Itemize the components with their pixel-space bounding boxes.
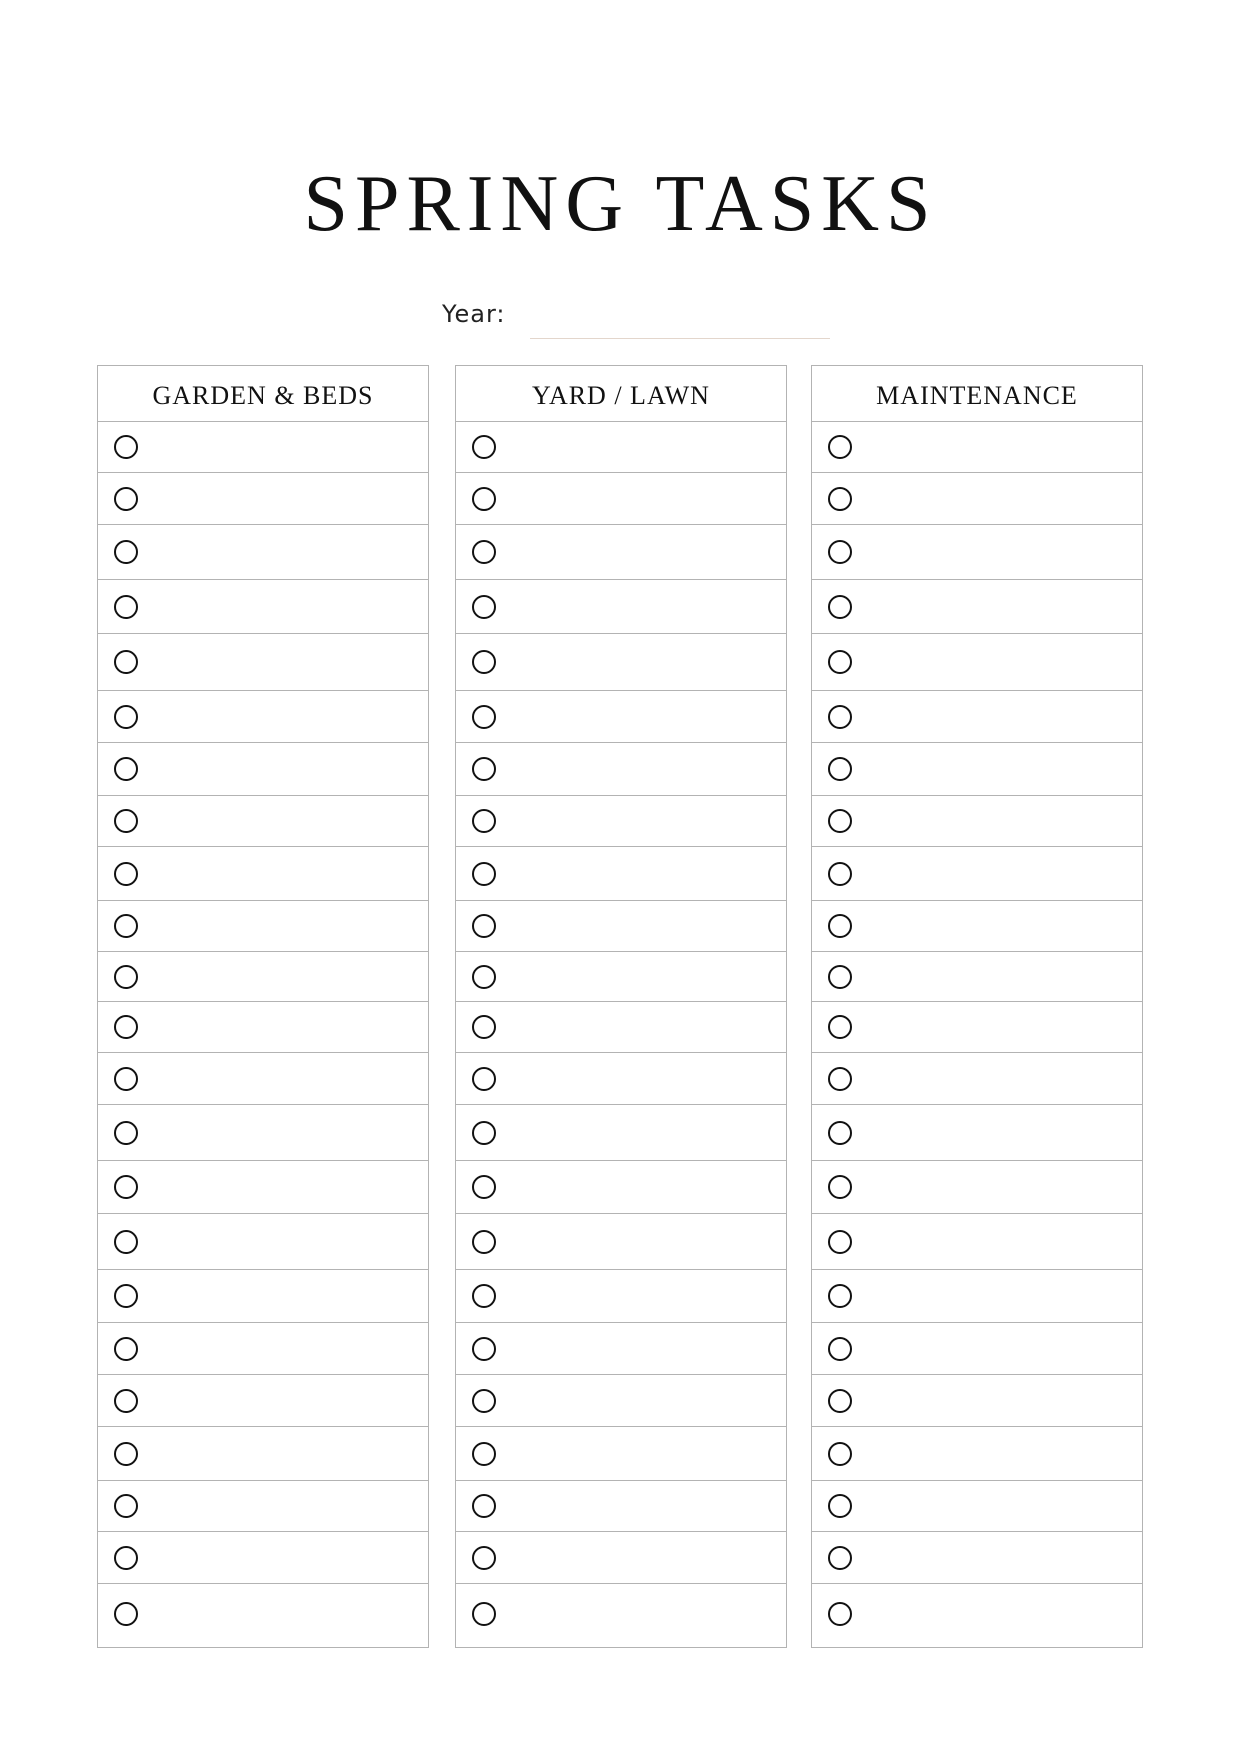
- task-text-field[interactable]: [148, 1379, 418, 1422]
- circle-outline-icon[interactable]: [472, 705, 496, 729]
- circle-outline-icon[interactable]: [114, 487, 138, 511]
- task-text-field[interactable]: [862, 1379, 1132, 1422]
- circle-outline-icon[interactable]: [828, 1175, 852, 1199]
- task-row: [812, 1584, 1142, 1644]
- task-text-field[interactable]: [862, 1057, 1132, 1100]
- task-row: [812, 1375, 1142, 1427]
- task-text-field[interactable]: [148, 851, 418, 896]
- task-text-field[interactable]: [506, 638, 776, 686]
- task-text-field[interactable]: [148, 1327, 418, 1370]
- circle-outline-icon[interactable]: [114, 595, 138, 619]
- task-text-field[interactable]: [506, 1109, 776, 1156]
- task-text-field[interactable]: [506, 1431, 776, 1476]
- task-text-field[interactable]: [506, 1485, 776, 1527]
- task-row: [98, 952, 428, 1002]
- task-text-field[interactable]: [506, 1165, 776, 1209]
- circle-outline-icon[interactable]: [472, 757, 496, 781]
- circle-outline-icon[interactable]: [472, 1284, 496, 1308]
- task-text-field[interactable]: [506, 1536, 776, 1579]
- circle-outline-icon[interactable]: [114, 540, 138, 564]
- task-text-field[interactable]: [862, 477, 1132, 520]
- circle-outline-icon[interactable]: [114, 705, 138, 729]
- task-text-field[interactable]: [148, 695, 418, 738]
- task-row: [456, 1584, 786, 1644]
- task-text-field[interactable]: [148, 800, 418, 842]
- task-text-field[interactable]: [862, 1485, 1132, 1527]
- circle-outline-icon[interactable]: [472, 809, 496, 833]
- task-row: [456, 1105, 786, 1161]
- circle-outline-icon[interactable]: [472, 1175, 496, 1199]
- task-row: [98, 1053, 428, 1105]
- task-text-field[interactable]: [862, 584, 1132, 629]
- task-row: [812, 1481, 1142, 1532]
- task-row: [456, 1375, 786, 1427]
- task-row: [812, 901, 1142, 952]
- task-text-field[interactable]: [862, 426, 1132, 468]
- task-row: [98, 580, 428, 634]
- task-row: [812, 952, 1142, 1002]
- task-text-field[interactable]: [506, 426, 776, 468]
- circle-outline-icon[interactable]: [828, 1121, 852, 1145]
- task-row: [812, 580, 1142, 634]
- circle-outline-icon[interactable]: [828, 1442, 852, 1466]
- task-row: [456, 1270, 786, 1323]
- circle-outline-icon[interactable]: [114, 1389, 138, 1413]
- task-text-field[interactable]: [862, 1588, 1132, 1640]
- task-row: [98, 1323, 428, 1375]
- circle-outline-icon[interactable]: [828, 862, 852, 886]
- circle-outline-icon[interactable]: [472, 1442, 496, 1466]
- circle-outline-icon[interactable]: [114, 809, 138, 833]
- task-text-field[interactable]: [148, 1536, 418, 1579]
- circle-outline-icon[interactable]: [114, 1546, 138, 1570]
- task-row: [812, 1427, 1142, 1481]
- circle-outline-icon[interactable]: [114, 1284, 138, 1308]
- task-row: [456, 1532, 786, 1584]
- circle-outline-icon[interactable]: [828, 1015, 852, 1039]
- task-row: [98, 1481, 428, 1532]
- task-text-field[interactable]: [506, 851, 776, 896]
- year-field[interactable]: [530, 338, 830, 339]
- task-row: [456, 422, 786, 473]
- task-row: [456, 796, 786, 847]
- task-text-field[interactable]: [862, 1165, 1132, 1209]
- task-text-field[interactable]: [862, 905, 1132, 947]
- column-yard-lawn: [455, 365, 787, 1648]
- task-row: [456, 1427, 786, 1481]
- year-label: Year:: [442, 300, 506, 328]
- task-text-field[interactable]: [148, 1485, 418, 1527]
- circle-outline-icon[interactable]: [114, 1067, 138, 1091]
- task-row: [456, 1053, 786, 1105]
- task-row: [98, 691, 428, 743]
- task-text-field[interactable]: [506, 1218, 776, 1265]
- task-text-field[interactable]: [862, 747, 1132, 791]
- task-row: [456, 1323, 786, 1375]
- task-row: [812, 473, 1142, 525]
- circle-outline-icon[interactable]: [114, 1442, 138, 1466]
- circle-outline-icon[interactable]: [472, 650, 496, 674]
- task-row: [812, 1105, 1142, 1161]
- task-text-field[interactable]: [862, 1109, 1132, 1156]
- circle-outline-icon[interactable]: [114, 965, 138, 989]
- task-text-field[interactable]: [148, 1431, 418, 1476]
- page-title: SPRING TASKS: [303, 159, 938, 248]
- task-text-field[interactable]: [148, 1165, 418, 1209]
- circle-outline-icon[interactable]: [472, 1337, 496, 1361]
- task-row: [98, 847, 428, 901]
- column-header-yard-lawn: YARD / LAWN: [456, 366, 786, 422]
- task-row: [456, 743, 786, 796]
- task-text-field[interactable]: [862, 956, 1132, 997]
- task-text-field[interactable]: [506, 529, 776, 575]
- circle-outline-icon[interactable]: [828, 435, 852, 459]
- circle-outline-icon[interactable]: [114, 862, 138, 886]
- task-text-field[interactable]: [506, 1588, 776, 1640]
- column-garden-beds: [97, 365, 429, 1648]
- circle-outline-icon[interactable]: [472, 540, 496, 564]
- circle-outline-icon[interactable]: [828, 595, 852, 619]
- task-row: [456, 525, 786, 580]
- task-row: [456, 580, 786, 634]
- circle-outline-icon[interactable]: [472, 914, 496, 938]
- circle-outline-icon[interactable]: [472, 1389, 496, 1413]
- task-row: [98, 1161, 428, 1214]
- circle-outline-icon[interactable]: [472, 1015, 496, 1039]
- task-text-field[interactable]: [506, 747, 776, 791]
- task-row: [812, 743, 1142, 796]
- circle-outline-icon[interactable]: [114, 435, 138, 459]
- task-text-field[interactable]: [148, 529, 418, 575]
- circle-outline-icon[interactable]: [828, 965, 852, 989]
- task-row: [98, 1584, 428, 1644]
- task-row: [812, 634, 1142, 691]
- task-text-field[interactable]: [506, 1057, 776, 1100]
- circle-outline-icon[interactable]: [472, 595, 496, 619]
- circle-outline-icon[interactable]: [114, 1015, 138, 1039]
- task-row: [98, 901, 428, 952]
- task-row: [812, 847, 1142, 901]
- task-text-field[interactable]: [506, 695, 776, 738]
- task-row: [456, 847, 786, 901]
- circle-outline-icon[interactable]: [472, 1546, 496, 1570]
- column-header-garden-beds: GARDEN & BEDS: [98, 366, 428, 422]
- circle-outline-icon[interactable]: [472, 965, 496, 989]
- task-row: [812, 422, 1142, 473]
- circle-outline-icon[interactable]: [828, 914, 852, 938]
- circle-outline-icon[interactable]: [472, 1121, 496, 1145]
- task-row: [456, 1481, 786, 1532]
- task-text-field[interactable]: [506, 1379, 776, 1422]
- task-text-field[interactable]: [148, 584, 418, 629]
- task-text-field[interactable]: [506, 956, 776, 997]
- task-text-field[interactable]: [506, 800, 776, 842]
- task-text-field[interactable]: [148, 477, 418, 520]
- circle-outline-icon[interactable]: [828, 1389, 852, 1413]
- task-text-field[interactable]: [148, 1109, 418, 1156]
- circle-outline-icon[interactable]: [114, 650, 138, 674]
- circle-outline-icon[interactable]: [828, 1337, 852, 1361]
- task-row: [812, 1323, 1142, 1375]
- task-row: [98, 743, 428, 796]
- task-row: [98, 634, 428, 691]
- task-text-field[interactable]: [862, 800, 1132, 842]
- circle-outline-icon[interactable]: [828, 1602, 852, 1626]
- column-maintenance: [811, 365, 1143, 1648]
- circle-outline-icon[interactable]: [472, 435, 496, 459]
- task-row: [812, 796, 1142, 847]
- circle-outline-icon[interactable]: [114, 757, 138, 781]
- task-row: [456, 691, 786, 743]
- task-row: [98, 796, 428, 847]
- task-text-field[interactable]: [148, 426, 418, 468]
- circle-outline-icon[interactable]: [828, 540, 852, 564]
- task-row: [456, 901, 786, 952]
- task-text-field[interactable]: [506, 477, 776, 520]
- task-row: [812, 525, 1142, 580]
- task-row: [456, 1161, 786, 1214]
- circle-outline-icon[interactable]: [114, 914, 138, 938]
- task-text-field[interactable]: [862, 1431, 1132, 1476]
- task-text-field[interactable]: [148, 747, 418, 791]
- task-list-yard-lawn: [456, 422, 786, 1644]
- task-row: [812, 1161, 1142, 1214]
- task-text-field[interactable]: [862, 529, 1132, 575]
- task-row: [812, 1053, 1142, 1105]
- circle-outline-icon[interactable]: [472, 862, 496, 886]
- task-list-garden-beds: [98, 422, 428, 1644]
- task-row: [98, 1270, 428, 1323]
- column-header-maintenance: MAINTENANCE: [812, 366, 1142, 422]
- circle-outline-icon[interactable]: [114, 1175, 138, 1199]
- task-text-field[interactable]: [862, 1006, 1132, 1048]
- task-text-field[interactable]: [862, 1536, 1132, 1579]
- task-row: [98, 1427, 428, 1481]
- circle-outline-icon[interactable]: [828, 1067, 852, 1091]
- circle-outline-icon[interactable]: [828, 705, 852, 729]
- circle-outline-icon[interactable]: [828, 809, 852, 833]
- task-row: [98, 525, 428, 580]
- task-row: [812, 1214, 1142, 1270]
- circle-outline-icon[interactable]: [114, 1337, 138, 1361]
- task-text-field[interactable]: [148, 1218, 418, 1265]
- task-row: [98, 1532, 428, 1584]
- task-row: [98, 1105, 428, 1161]
- task-text-field[interactable]: [148, 905, 418, 947]
- task-row: [98, 422, 428, 473]
- circle-outline-icon[interactable]: [828, 650, 852, 674]
- task-text-field[interactable]: [862, 1274, 1132, 1318]
- task-text-field[interactable]: [148, 1274, 418, 1318]
- task-row: [98, 473, 428, 525]
- circle-outline-icon[interactable]: [114, 1121, 138, 1145]
- task-row: [812, 1270, 1142, 1323]
- circle-outline-icon[interactable]: [828, 1546, 852, 1570]
- task-row: [98, 1002, 428, 1053]
- task-text-field[interactable]: [148, 1588, 418, 1640]
- task-text-field[interactable]: [506, 1006, 776, 1048]
- circle-outline-icon[interactable]: [472, 1067, 496, 1091]
- task-list-maintenance: [812, 422, 1142, 1644]
- circle-outline-icon[interactable]: [114, 1230, 138, 1254]
- task-text-field[interactable]: [148, 1057, 418, 1100]
- circle-outline-icon[interactable]: [472, 1602, 496, 1626]
- circle-outline-icon[interactable]: [828, 487, 852, 511]
- circle-outline-icon[interactable]: [472, 1494, 496, 1518]
- task-text-field[interactable]: [506, 1274, 776, 1318]
- circle-outline-icon[interactable]: [828, 1284, 852, 1308]
- circle-outline-icon[interactable]: [828, 1494, 852, 1518]
- task-row: [812, 1002, 1142, 1053]
- circle-outline-icon[interactable]: [828, 1230, 852, 1254]
- task-text-field[interactable]: [506, 584, 776, 629]
- task-text-field[interactable]: [862, 1327, 1132, 1370]
- circle-outline-icon[interactable]: [472, 1230, 496, 1254]
- task-row: [456, 952, 786, 1002]
- circle-outline-icon[interactable]: [114, 1494, 138, 1518]
- task-row: [812, 1532, 1142, 1584]
- circle-outline-icon[interactable]: [828, 757, 852, 781]
- task-text-field[interactable]: [862, 638, 1132, 686]
- task-text-field[interactable]: [862, 851, 1132, 896]
- task-text-field[interactable]: [148, 956, 418, 997]
- task-row: [98, 1214, 428, 1270]
- task-text-field[interactable]: [862, 695, 1132, 738]
- task-row: [456, 634, 786, 691]
- task-text-field[interactable]: [506, 905, 776, 947]
- task-text-field[interactable]: [148, 1006, 418, 1048]
- circle-outline-icon[interactable]: [114, 1602, 138, 1626]
- task-row: [456, 473, 786, 525]
- task-text-field[interactable]: [506, 1327, 776, 1370]
- circle-outline-icon[interactable]: [472, 487, 496, 511]
- task-text-field[interactable]: [148, 638, 418, 686]
- task-row: [456, 1214, 786, 1270]
- task-row: [98, 1375, 428, 1427]
- task-row: [812, 691, 1142, 743]
- task-row: [456, 1002, 786, 1053]
- task-text-field[interactable]: [862, 1218, 1132, 1265]
